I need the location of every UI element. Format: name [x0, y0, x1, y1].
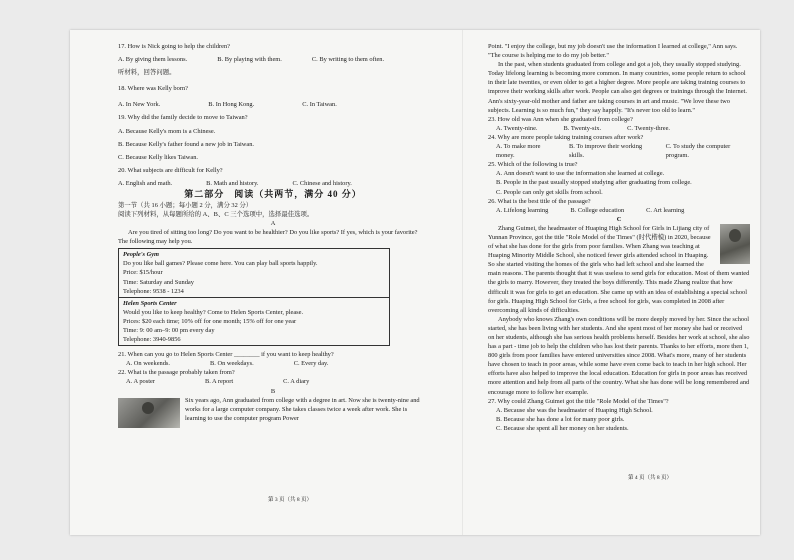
q20-option-b[interactable]: B. Math and history.: [206, 179, 259, 187]
ad1-price: Price: $15/hour: [123, 269, 163, 277]
q24-option-b[interactable]: B. To improve their working skills.: [569, 143, 643, 160]
q21-question: 21. When can you go to Helen Sports Center ________ if you want to keep healthy?: [118, 351, 334, 359]
passage-a-label: A: [270, 219, 276, 227]
q26-option-a[interactable]: A. Lifelong learning: [496, 206, 549, 214]
q18-option-b[interactable]: B. In Hong Kong.: [208, 101, 255, 109]
ad1-time: Time: Saturday and Sunday: [123, 278, 194, 286]
q22-option-a[interactable]: A. A poster: [126, 378, 155, 386]
passage-c-para2: Anybody who knows Zhang's own conditions will be more deeply moved by her. Since the school started, she has been living with her students. And she spent most of her money she had or received on her students, although she has serious health problems herself. Besides her work at school, she also has a part - time job to help the children who has lost their parents. Thanks to her efforts, more then 1, 800 girls from poor families have entered universities since 2008. What's more, many of her students have chosen to teach in poor areas, while some have even come back to teach in her high school. Her efforts have also helped to improve the local education. Education for girls in poor areas has received more attention and help from all parts of the country. What she has done will be long remembered and encourage more to follow her example.: [488, 315, 750, 396]
q18-question: 18. Where was Kelly born?: [118, 85, 188, 93]
ad-helen-sports-center: [119, 298, 389, 345]
q27-option-c[interactable]: C. Because she spent all her money on her students.: [496, 424, 629, 432]
ann-photo: [118, 398, 180, 428]
q21-option-b[interactable]: B. On weekdays.: [210, 360, 254, 368]
ad1-telephone: Telephone: 9538 - 1234: [123, 287, 184, 295]
ad2-telephone: Telephone: 3940-9856: [123, 336, 181, 344]
page-footer-left: 第 3 页（共 8 页）: [268, 497, 313, 504]
q27-question: 27. Why could Zhang Guimei got the title "Role Model of the Times"?: [488, 397, 669, 405]
passage-b-label: B: [270, 387, 276, 395]
q22-question: 22. What is the passage probably taken from?: [118, 369, 235, 377]
passage-b-continued: Point. "I enjoy the college, but my job doesn't use the information I learned at college," Ann says. "The course is helping me to do my job better.": [488, 43, 738, 60]
exam-sheet: [70, 30, 760, 535]
q18-option-c[interactable]: C. In Taiwan.: [302, 101, 337, 109]
q20-option-c[interactable]: C. Chinese and history.: [292, 179, 352, 187]
q21-option-a[interactable]: A. On weekends.: [126, 360, 171, 368]
passage-c-label: C: [616, 215, 622, 223]
q26-option-b[interactable]: B. College education: [570, 206, 625, 214]
q22-option-c[interactable]: C. A diary: [283, 378, 310, 386]
q24-option-a[interactable]: A. To make more money.: [496, 143, 541, 160]
left-page: [118, 30, 428, 535]
q25-option-b[interactable]: B. People in the past usually stopped studying after graduating from college.: [496, 179, 692, 187]
passage-a-intro: Are you tired of sitting too long? Do you want to be healthier? Do you like sports? If yes, which is your favorite? The following may help you.: [118, 229, 418, 246]
q18-options: [118, 100, 428, 109]
right-page: [488, 30, 750, 535]
q27-option-a[interactable]: A. Because she was the headmaster of Huaping High School.: [496, 406, 653, 414]
passage-b-block: [118, 396, 428, 423]
q23-options: [488, 124, 750, 133]
part2-heading: 第二部分 阅读（共两节，满分 40 分）: [184, 189, 362, 200]
passage-c-block: [488, 224, 750, 315]
q17-option-b[interactable]: B. By playing with them.: [217, 56, 282, 64]
page-footer-right: 第 4 页（共 8 页）: [628, 475, 673, 482]
q24-options: [488, 142, 750, 160]
q22-option-b[interactable]: B. A report: [204, 378, 234, 386]
q19-option-b[interactable]: B. Because Kelly's father found a new job in Taiwan.: [118, 140, 254, 148]
ad1-line: Do you like ball games? Please come here. You can play ball sports happily.: [123, 260, 318, 268]
passage-b-text: Six years ago, Ann graduated from college with a degree in art. Now she is twenty-nine and works for a large computer company. She takes classes twice a week after work. She is learning to use the computer program Power: [185, 396, 420, 422]
q20-question: 20. What subjects are difficult for Kelly?: [118, 166, 223, 174]
q21-option-c[interactable]: C. Every day.: [293, 360, 329, 368]
q24-question: 24. Why are more people taking training courses after work?: [488, 133, 644, 141]
ad-table: [118, 248, 390, 346]
q25-option-a[interactable]: A. Ann doesn't want to use the information she learned at college.: [496, 170, 665, 178]
q23-option-c[interactable]: C. Twenty-three.: [627, 124, 671, 132]
q26-question: 26. What is the best title of the passage?: [488, 197, 591, 205]
q17-option-a[interactable]: A. By giving them lessons.: [118, 56, 188, 64]
q17-option-c[interactable]: C. By writing to them often.: [311, 56, 385, 64]
listening-note: 听材料，回答问题。: [118, 69, 176, 77]
ad1-title: People's Gym: [123, 251, 160, 259]
page-fold: [462, 30, 463, 535]
q23-question: 23. How old was Ann when she graduated from college?: [488, 115, 633, 123]
q22-options: [118, 377, 428, 386]
q20-option-a[interactable]: A. English and math.: [118, 179, 173, 187]
q25-question: 25. Which of the following is true?: [488, 161, 578, 169]
ad2-time: Time: 9: 00 am–9: 00 pm every day: [123, 327, 215, 335]
q27-option-b[interactable]: B. Because she has done a lot for many poor girls.: [496, 415, 625, 423]
q18-option-a[interactable]: A. In New York.: [118, 101, 161, 109]
q26-option-c[interactable]: C. Art learning: [646, 206, 685, 214]
q21-options: [118, 359, 428, 368]
passage-c-para1: Zhang Guimei, the headmaster of Huaping High School for Girls in Lijiang city of Yunnan Province, got the title "Role Model of the Times" (时代楷模) in 2020, because of what she has done for the girls from poor families. When Zhang was teaching at Huaping Minority Middle School, she noticed fewer girls attended school in Huaping. So she started visiting the homes of the girls who had left school and she learned the main reasons. The parents thought that it was useless to send girls for education. Most of them wanted the girls to marry. However, they treated the boys differently. This made Zhang realize that how difficult it was for girls to get an education. She came up with an idea of establishing a special school for girls. Huaping High School for Girls, a free school for girls, was completed in 2008 after overcoming all kinds of difficulties.: [488, 224, 750, 314]
q25-option-c[interactable]: C. People can only get skills from school.: [496, 188, 603, 196]
ad2-prices: Prices: $20 each time; 10% off for one month; 15% off for one year: [123, 317, 297, 325]
q19-question: 19. Why did the family decide to move to Taiwan?: [118, 114, 248, 122]
ad2-line: Would you like to keep healthy? Come to Helen Sports Center, please.: [123, 308, 304, 316]
ad-peoples-gym: [119, 249, 389, 297]
passage-b-para2: In the past, when students graduated from college and got a job, they usually stopped studying. Today lifelong learning is becoming more common. In many countries, some people return to school in their late twenties, or even older to get a higher degree. More people are taking training courses to improve their working skills after work. People can also get degrees or trainings through the Internet. Ann's sixty-year-old mother and father are taking courses in art and music. "We love these two subjects. Learning is so much fun," they say happily. "It's never too old to learn.": [488, 61, 747, 114]
zhang-guimei-photo: [720, 224, 750, 264]
ad2-title: Helen Sports Center: [123, 299, 177, 307]
section1-instruction-2: 阅读下列材料，从每题所给的 A、B、C 三个选项中，选择最佳选项。: [118, 210, 314, 218]
q23-option-a[interactable]: A. Twenty-nine.: [496, 124, 538, 132]
q20-options: [118, 179, 428, 188]
q19-option-c[interactable]: C. Because Kelly likes Taiwan.: [118, 153, 199, 161]
q23-option-b[interactable]: B. Twenty-six.: [563, 124, 602, 132]
q26-options: [488, 206, 750, 215]
q17-options: [118, 55, 428, 64]
q19-option-a[interactable]: A. Because Kelly's mom is a Chinese.: [118, 127, 216, 135]
section1-instruction: 第一节（共 16 小题；每小题 2 分，满分 32 分）: [118, 201, 253, 209]
q24-option-c[interactable]: C. To study the computer program.: [665, 143, 731, 160]
q17-question: 17. How is Nick going to help the children?: [118, 43, 230, 50]
